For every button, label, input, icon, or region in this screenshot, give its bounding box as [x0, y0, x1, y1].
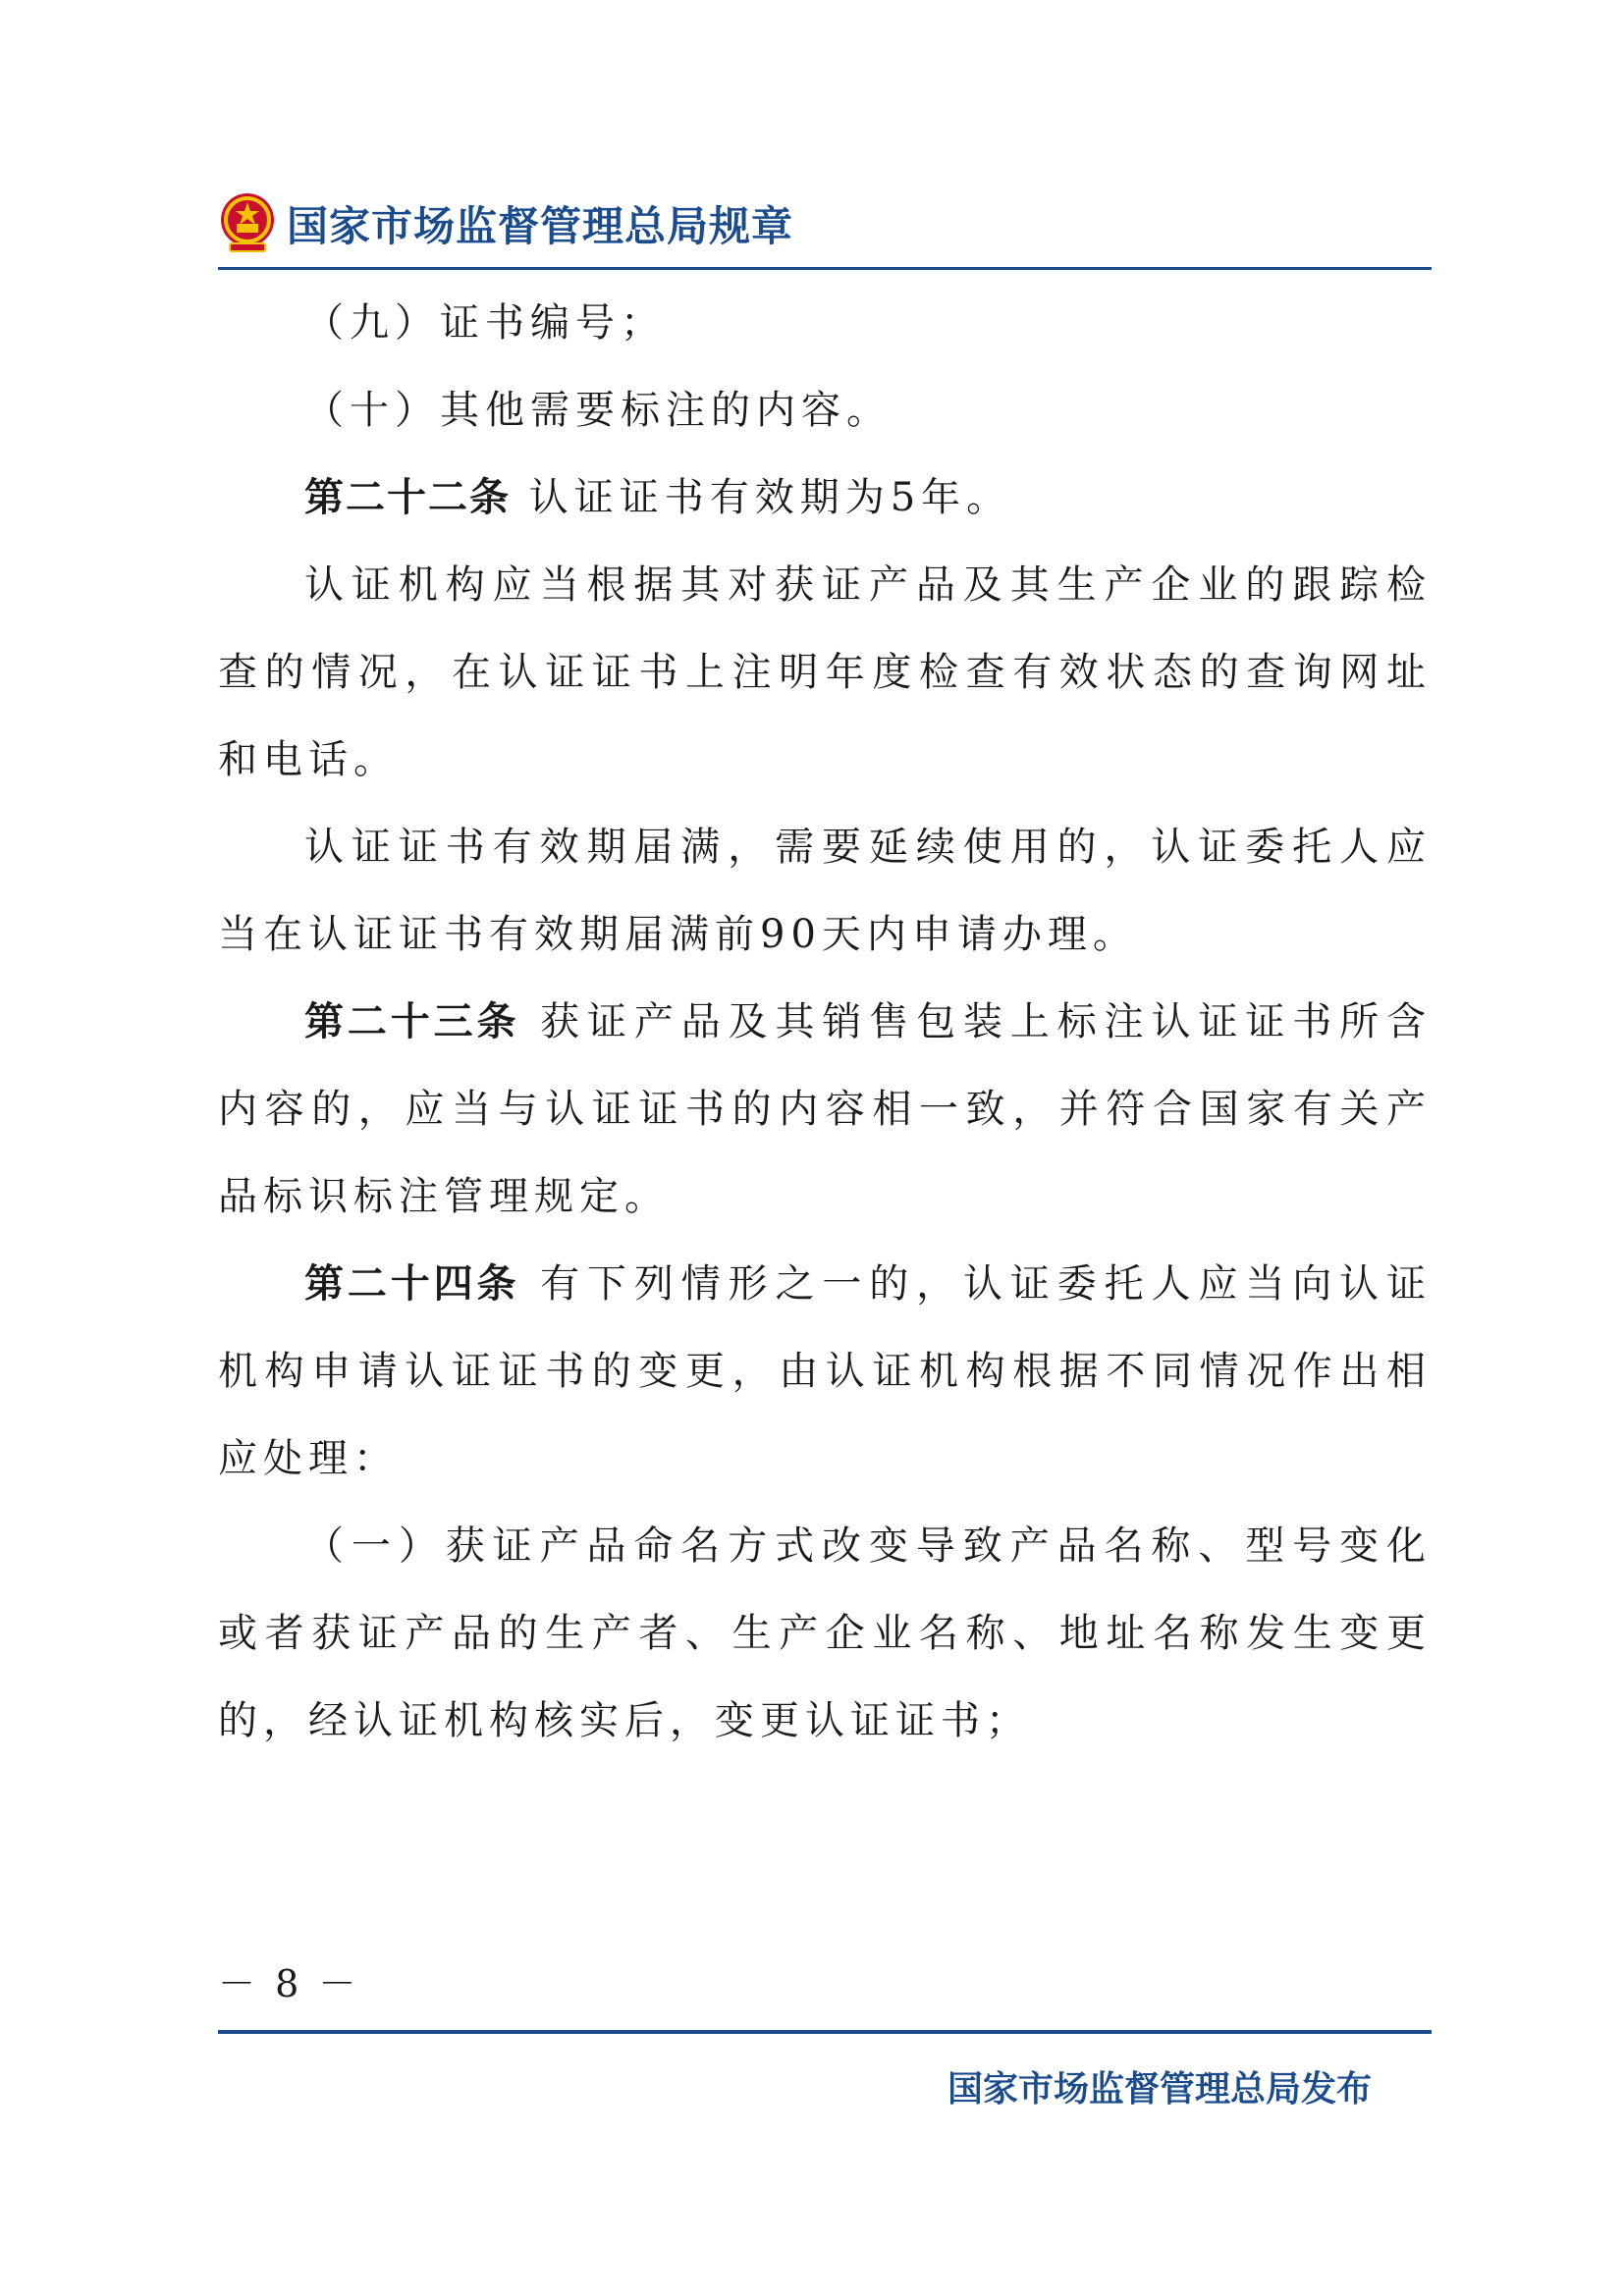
- document-body: [218, 280, 1432, 1765]
- article-24-text: 有下列情形之一的，认证委托人应当向认证机构申请认证证书的变更，由认证机构根据不同情况作出相应处理：: [218, 1261, 1433, 1481]
- article-22-text: 认证证书有效期为5年。: [528, 475, 1012, 520]
- article-22-title: 第二十二条: [304, 475, 511, 520]
- footer-publisher: 国家市场监督管理总局发布: [947, 2069, 1372, 2109]
- article-24: [218, 1241, 1432, 1503]
- article-22-para-2: 认证机构应当根据其对获证产品及其生产企业的跟踪检查的情况，在认证证书上注明年度检查有效状态的查询网址和电话。: [218, 562, 1432, 782]
- header-divider: [218, 267, 1432, 270]
- article-23: [218, 979, 1432, 1241]
- page-header: [218, 177, 1432, 271]
- clause-item-9: （九）证书编号；: [304, 300, 666, 346]
- page-number: － 8 －: [218, 1962, 360, 2005]
- article-23-text: 获证产品及其销售包装上标注认证证书所含内容的，应当与认证证书的内容相一致，并符合国家有关产品标识标注管理规定。: [218, 999, 1433, 1219]
- article-22-para-3: 认证证书有效期届满，需要延续使用的，认证委托人应当在认证证书有效期届满前90天内申请办理。: [218, 825, 1432, 957]
- header-title: 国家市场监督管理总局规章: [287, 202, 794, 250]
- national-emblem-icon: [218, 192, 277, 255]
- article-23-title: 第二十三条: [304, 999, 520, 1044]
- article-22: [218, 454, 1432, 542]
- article-24-item-1: （一）获证产品命名方式改变导致产品名称、型号变化或者获证产品的生产者、生产企业名称、地址名称发生变更的，经认证机构核实后，变更认证证书；: [218, 1523, 1432, 1743]
- clause-item-10: （十）其他需要标注的内容。: [304, 388, 892, 433]
- footer-divider: [218, 2030, 1432, 2034]
- article-24-title: 第二十四条: [304, 1261, 520, 1307]
